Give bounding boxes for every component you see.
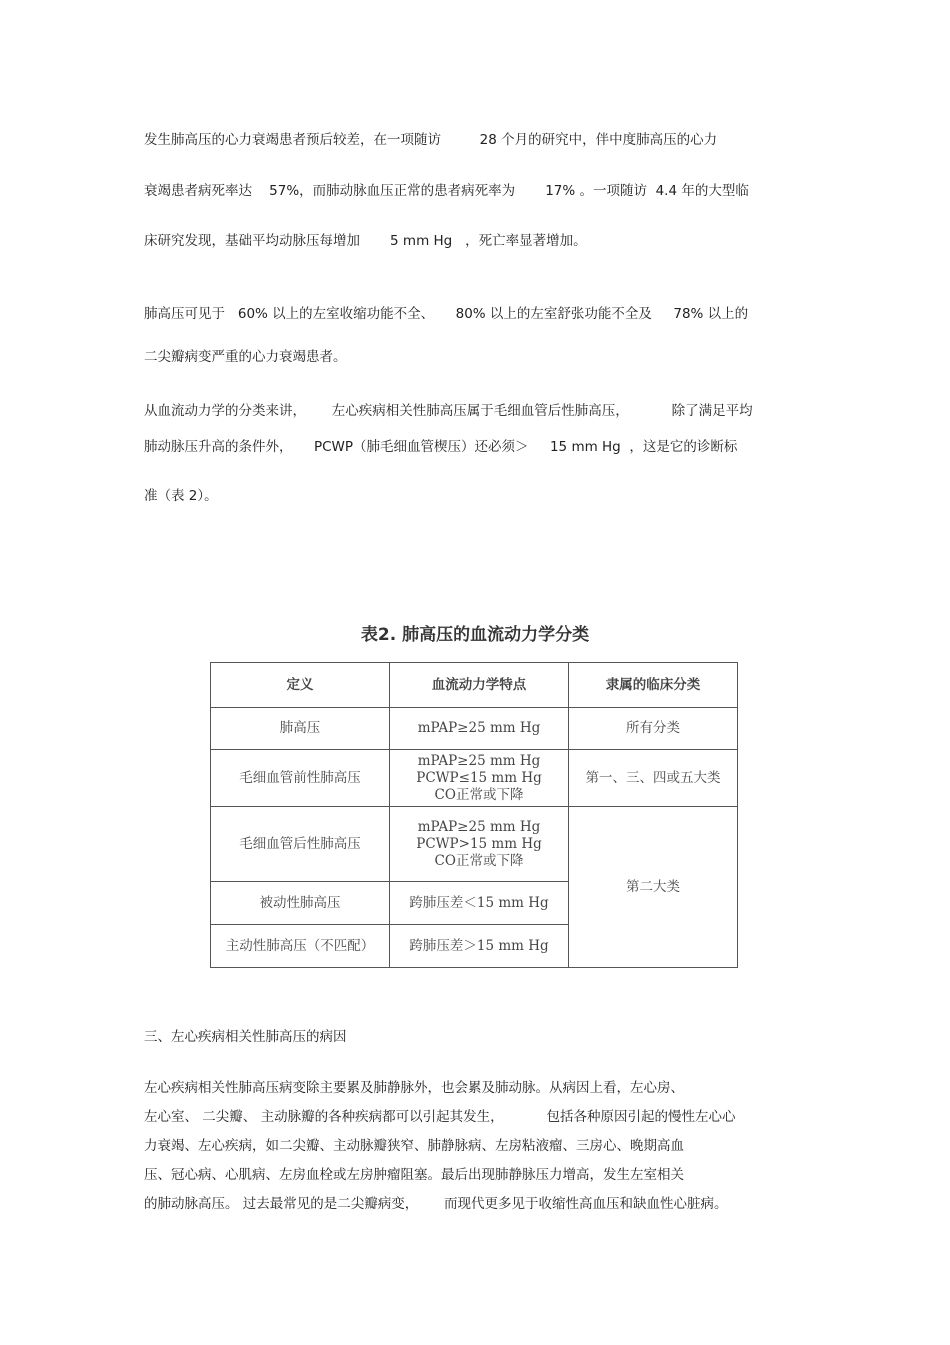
- cell-category: 第一、三、四或五大类: [569, 750, 738, 807]
- text-line: 压、冠心病、心肌病、左房血栓或左房肿瘤阻塞。最后出现肺静脉压力增高，发生左室相关: [144, 1167, 684, 1183]
- text-line: 左心疾病相关性肺高压病变除主要累及肺静脉外，也会累及肺动脉。从病因上看，左心房、: [144, 1080, 684, 1096]
- text-line: 力衰竭、左心疾病，如二尖瓣、主动脉瓣狭窄、肺静脉病、左房粘液瘤、三房心、晚期高血: [144, 1138, 684, 1154]
- text-line: 肺动脉压升高的条件外， PCWP（肺毛细血管楔压）还必须＞ 15 mm Hg ，这是它的诊断标: [144, 439, 738, 455]
- cell-definition: 毛细血管后性肺高压: [211, 807, 390, 882]
- cell-category: 第二大类: [569, 807, 738, 968]
- classification-table: [210, 662, 738, 968]
- column-header: 血流动力学特点: [390, 663, 569, 708]
- cell-category: 所有分类: [569, 708, 738, 750]
- text-line: 左心室、 二尖瓣、 主动脉瓣的各种疾病都可以引起其发生， 包括各种原因引起的慢性左心心: [144, 1109, 736, 1125]
- cell-definition: 主动性肺高压（不匹配）: [211, 925, 390, 968]
- column-header: 定义: [211, 663, 390, 708]
- section-heading: 三、左心疾病相关性肺高压的病因: [144, 1029, 347, 1045]
- text-line: 准（表 2）。: [144, 488, 218, 504]
- cell-features: 跨肺压差＜15 mm Hg: [390, 882, 569, 925]
- text-line: 肺高压可见于 60% 以上的左室收缩功能不全、 80% 以上的左室舒张功能不全及 78% 以上的: [144, 306, 749, 322]
- table-title: 表2. 肺高压的血流动力学分类: [360, 625, 590, 645]
- text-line: 发生肺高压的心力衰竭患者预后较差，在一项随访 28 个月的研究中，伴中度肺高压的心力: [144, 132, 718, 148]
- column-header: 隶属的临床分类: [569, 663, 738, 708]
- cell-definition: 被动性肺高压: [211, 882, 390, 925]
- text-line: 二尖瓣病变严重的心力衰竭患者。: [144, 349, 347, 365]
- cell-features: 跨肺压差＞15 mm Hg: [390, 925, 569, 968]
- table-row: [211, 708, 738, 750]
- table-row: [211, 750, 738, 807]
- cell-features: mPAP≥25 mm Hg PCWP≤15 mm Hg CO正常或下降: [390, 750, 569, 807]
- cell-features: mPAP≥25 mm Hg PCWP>15 mm Hg CO正常或下降: [390, 807, 569, 882]
- table-header-row: [211, 663, 738, 708]
- text-line: 衰竭患者病死率达 57%，而肺动脉血压正常的患者病死率为 17% 。一项随访 4.4 年的大型临: [144, 183, 749, 199]
- table-row: [211, 807, 738, 882]
- cell-definition: 毛细血管前性肺高压: [211, 750, 390, 807]
- text-line: 床研究发现，基础平均动脉压每增加 5 mm Hg ，死亡率显著增加。: [144, 233, 587, 249]
- text-line: 从血流动力学的分类来讲， 左心疾病相关性肺高压属于毛细血管后性肺高压， 除了满足平均: [144, 403, 753, 419]
- text-line: 的肺动脉高压。 过去最常见的是二尖瓣病变， 而现代更多见于收缩性高血压和缺血性心脏病。: [144, 1196, 728, 1212]
- cell-features: mPAP≥25 mm Hg: [390, 708, 569, 750]
- cell-definition: 肺高压: [211, 708, 390, 750]
